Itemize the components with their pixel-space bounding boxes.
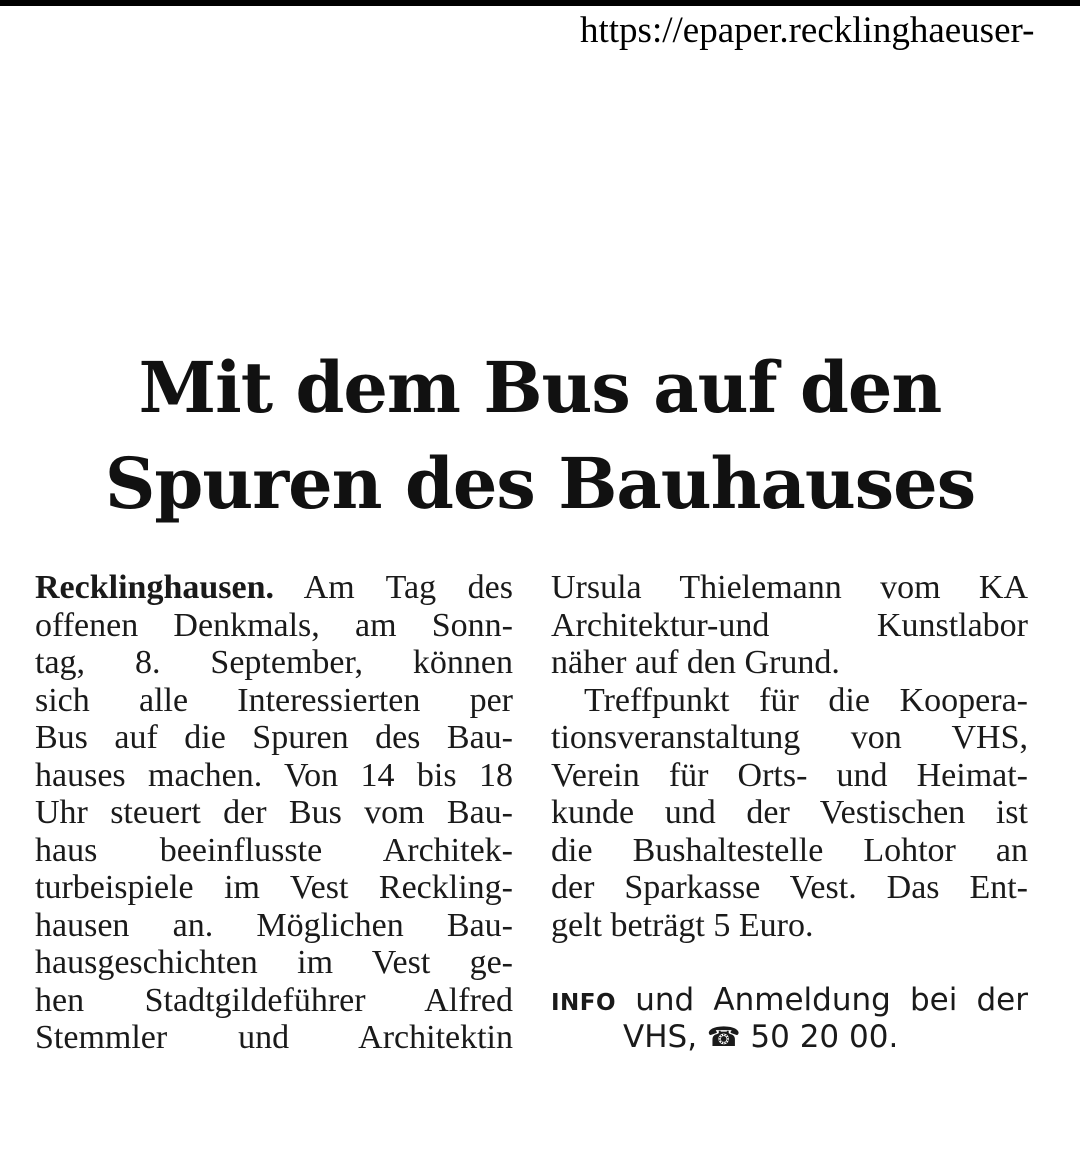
body-line: Architektur-und Kunstlabor [551, 606, 1028, 644]
phone-number: 50 20 00. [740, 1019, 899, 1055]
body-line: hen Stadtgildeführer Alfred [35, 981, 513, 1019]
info-contact-prefix: VHS, [623, 1019, 707, 1055]
headline-line-1: Mit dem Bus auf den [138, 346, 942, 429]
info-label: INFO [551, 989, 617, 1016]
body-line: offenen Denkmals, am Sonn- [35, 606, 513, 644]
headline-line-2: Spuren des Bauhauses [104, 442, 976, 525]
dateline: Recklinghausen. [35, 569, 274, 606]
body-line: hausgeschichten im Vest ge- [35, 944, 513, 981]
body-line: Uhr steuert der Bus vom Bau- [35, 794, 513, 831]
top-border [0, 0, 1080, 6]
page-url[interactable]: https://epaper.recklinghaeuser- [580, 10, 1035, 51]
body-line: Treffpunkt für die Koopera- [584, 681, 1028, 719]
body-line: hausen an. Möglichen Bau- [35, 906, 513, 944]
body-text: Am Tag des [274, 569, 513, 606]
spacer [551, 944, 1028, 982]
article-column-right [551, 569, 1028, 1057]
body-line: sich alle Interessierten per [35, 681, 513, 719]
body-line: gelt beträgt 5 Euro. [551, 906, 814, 944]
body-line: der Sparkasse Vest. Das Ent- [551, 869, 1028, 906]
body-line: kunde und der Vestischen ist [551, 794, 1028, 831]
body-line: Bus auf die Spuren des Bau- [35, 719, 513, 756]
article-headline [0, 340, 1080, 532]
info-contact-line [551, 1019, 1028, 1057]
body-line: haus beeinflusste Architek- [35, 831, 513, 869]
body-line: die Bushaltestelle Lohtor an [551, 831, 1028, 869]
body-line: Ursula Thielemann vom KA [551, 569, 1028, 606]
body-line: tag, 8. September, können [35, 644, 513, 681]
telephone-icon: ☎ [706, 1022, 741, 1053]
body-line: Verein für Orts- und Heimat- [551, 756, 1028, 794]
body-line: hauses machen. Von 14 bis 18 [35, 756, 513, 794]
body-line: näher auf den Grund. [551, 644, 840, 681]
body-line: turbeispiele im Vest Reckling- [35, 869, 513, 906]
info-line [551, 982, 1028, 1020]
body-line [35, 569, 513, 607]
info-box [551, 982, 1028, 1057]
info-text: und Anmeldung bei der [616, 981, 1028, 1018]
body-line: Stemmler und Architektin [35, 1019, 513, 1056]
body-line: tionsveranstaltung von VHS, [551, 719, 1028, 756]
article-column-left [35, 569, 513, 1057]
